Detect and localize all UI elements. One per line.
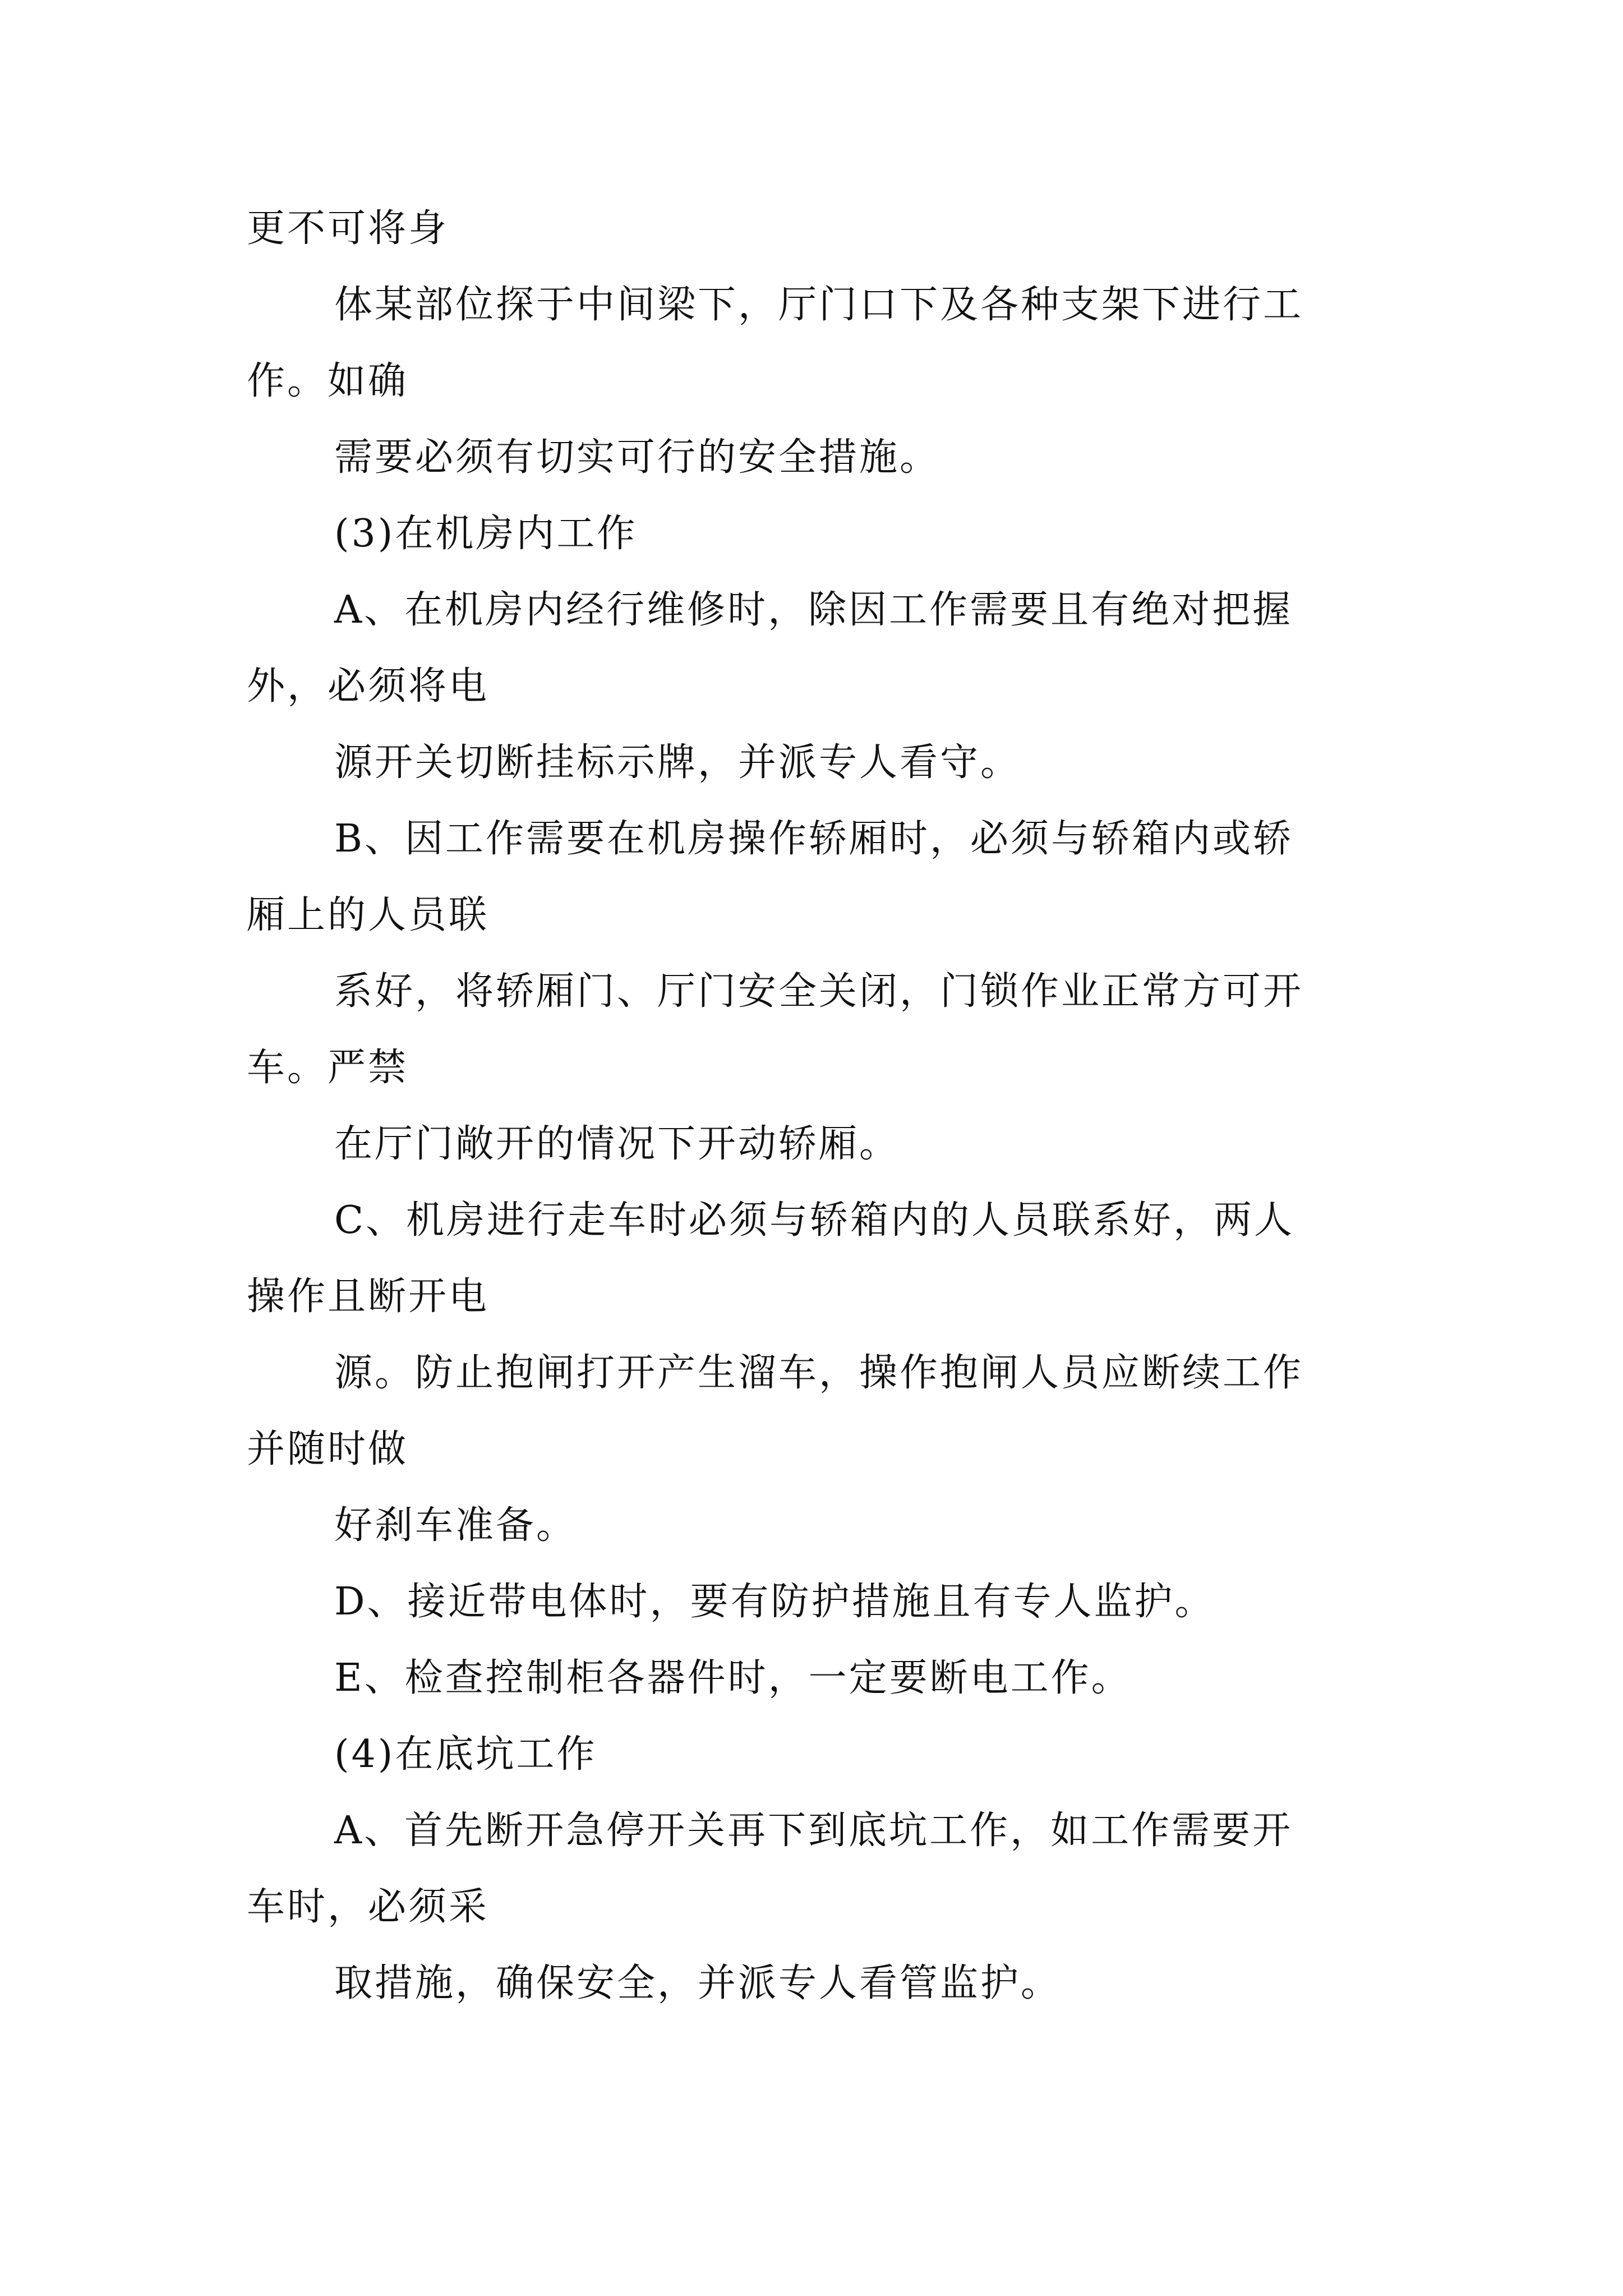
text-line: D、接近带电体时，要有防护措施且有专人监护。 — [334, 1580, 1215, 1624]
text-line: 厢上的人员联 — [247, 893, 490, 937]
text-line: 并随时做 — [247, 1427, 409, 1471]
text-line: A、首先断开急停开关再下到底坑工作，如工作需要开 — [334, 1809, 1293, 1853]
text-line: 更不可将身 — [247, 206, 449, 251]
text-line: (4)在底坑工作 — [334, 1732, 597, 1777]
text-line: 系好，将轿厢门、厅门安全关闭，门锁作业正常方可开 — [334, 969, 1304, 1014]
text-line: 好刹车准备。 — [334, 1503, 577, 1548]
text-line: 车时，必须采 — [247, 1885, 490, 1929]
text-line: 源。防止抱闸打开产生溜车，操作抱闸人员应断续工作 — [334, 1351, 1304, 1395]
text-line: (3)在机房内工作 — [334, 512, 638, 556]
text-line: 作。如确 — [247, 359, 409, 403]
text-line: B、因工作需要在机房操作轿厢时，必须与轿箱内或轿 — [334, 817, 1293, 861]
text-line: A、在机房内经行维修时，除因工作需要且有绝对把握 — [334, 588, 1293, 632]
text-line: E、检查控制柜各器件时，一定要断电工作。 — [334, 1656, 1132, 1700]
text-line: 源开关切断挂标示牌，并派专人看守。 — [334, 740, 1021, 785]
text-line: 需要必须有切实可行的安全措施。 — [334, 435, 940, 480]
text-line: 取措施，确保安全，并派专人看管监护。 — [334, 1961, 1062, 2005]
text-line: 车。严禁 — [247, 1046, 409, 1090]
body-text — [247, 191, 1391, 2022]
text-line: 外，必须将电 — [247, 664, 490, 708]
text-line: 操作且断开电 — [247, 1274, 490, 1319]
text-line: C、机房进行走车时必须与轿箱内的人员联系好，两人 — [334, 1198, 1295, 1243]
text-line: 在厅门敞开的情况下开动轿厢。 — [334, 1122, 900, 1166]
text-line: 体某部位探于中间梁下，厅门口下及各种支架下进行工 — [334, 283, 1304, 327]
